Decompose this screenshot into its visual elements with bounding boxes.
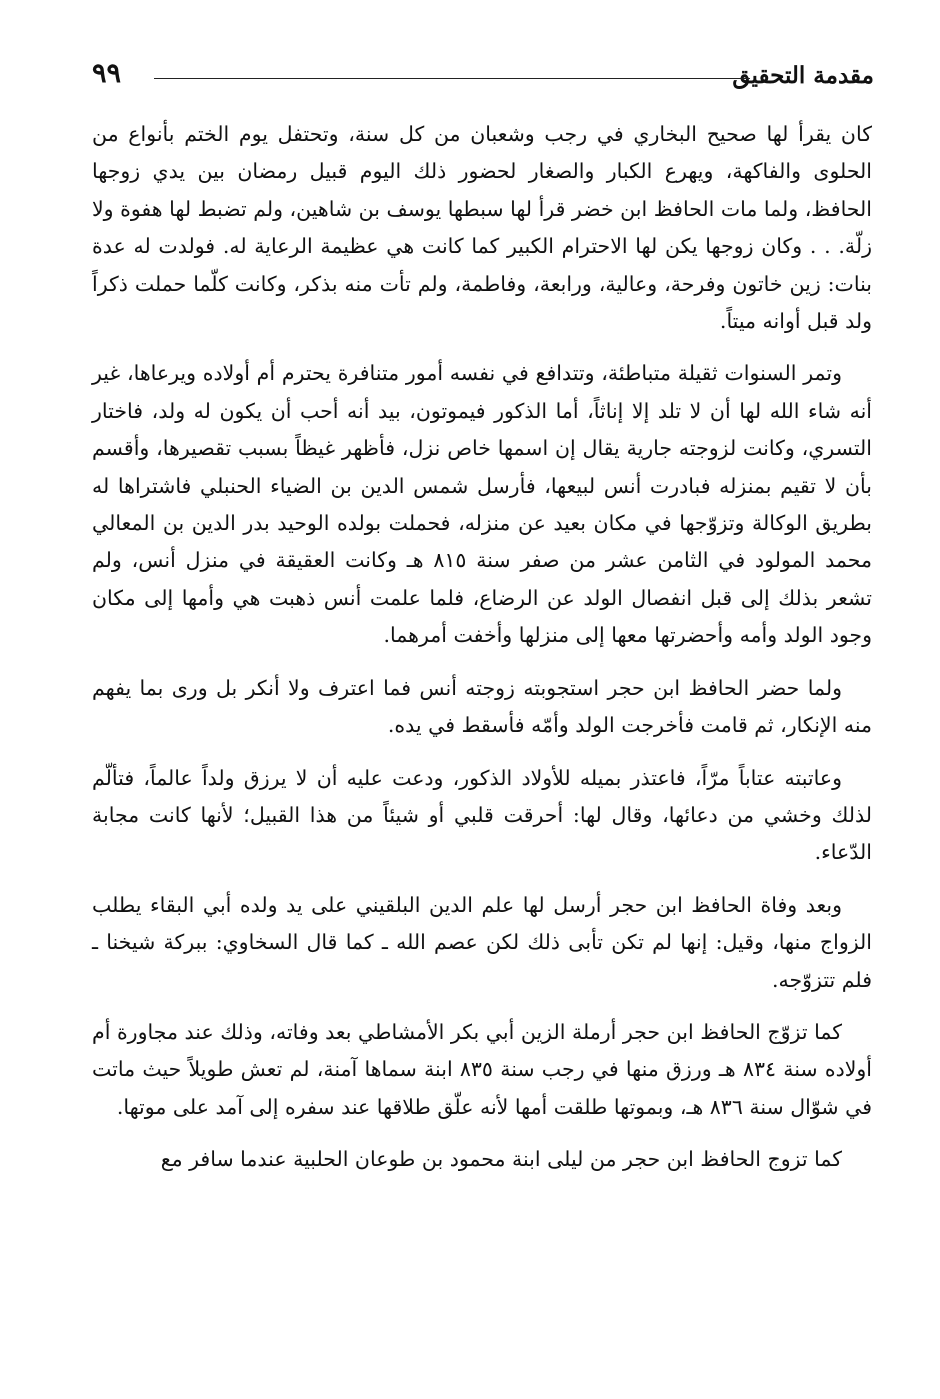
paragraph: وعاتبته عتاباً مرّاً، فاعتذر بميله للأولاد الذكور، ودعت عليه أن لا يرزق ولداً عالماً، فتألّم لذلك وخشي من دعائها، وقال لها: أحرقت قلبي أو شيئاً من هذا القبيل؛ لأنها كانت مجابة الدّعاء.: [92, 765, 872, 865]
paragraph: وتمر السنوات ثقيلة متباطئة، وتتدافع في نفسه أمور متنافرة يحترم أم أولاده ويرعاها، غير أنه شاء الله لها أن لا تلد إلا إناثاً، أما الذكور فيموتون، بيد أنه أحب أن يكون له ولد، فاختار التسري، وكانت لزوجته جارية يقال إن اسمها خاص نزل، فأظهر غيظاً بسبب تقصيرها، وأقسم بأن لا تقيم بمنزله فبادرت أنس لبيعها، فأرسل شمس الدين بن الضياء الحنبلي فاشتراها له بطريق الوكالة وتزوّجها في مكان بعيد عن منزله، فحملت بولده الوحيد بدر الدين بن المعالي محمد المولود في الثامن عشر من صفر سنة ٨١٥ هـ وكانت العقيقة في منزل أنس، ولم تشعر بذلك إلى قبل انفصال الولد عن الرضاع، فلما علمت أنس ذهبت هي وأمها إلى مكان وجود الولد وأمه وأحضرتها معها إلى منزلها وأخفت أمرهما.: [92, 361, 872, 648]
paragraph: ولما حضر الحافظ ابن حجر استجوبته زوجته أنس فما اعترف ولا أنكر بل ورى بما يفهم منه الإنكار، ثم قامت فأخرجت الولد وأمّه فأسقط في يده.: [92, 675, 872, 738]
paragraph: وبعد وفاة الحافظ ابن حجر أرسل لها علم الدين البلقيني على يد ولده أبي البقاء يطلب الزواج منها، وقيل: إنها لم تكن تأبى ذلك لكن عصم الله ـ كما قال السخاوي: ببركة شيخنا ـ فلم تتزوّجه.: [92, 892, 872, 992]
body-text: [92, 116, 872, 1194]
page-number: ٩٩: [92, 58, 122, 89]
running-title: مقدمة التحقيق: [732, 62, 874, 89]
paragraph: كما تزوج الحافظ ابن حجر من ليلى ابنة محمود بن طوعان الحلبية عندما سافر مع: [160, 1147, 842, 1172]
page-header: [92, 58, 874, 98]
header-rule: [154, 78, 750, 79]
paragraph: كان يقرأ لها صحيح البخاري في رجب وشعبان من كل سنة، وتحتفل يوم الختم بأنواع من الحلوى والفاكهة، ويهرع الكبار والصغار لحضور ذلك اليوم قبيل رمضان بين يدي زوجها الحافظ، ولما مات الحافظ ابن خضر قرأ لها سبطها يوسف بن شاهين، ولم تضبط لها هفوة ولا زلّة. . . وكان زوجها يكن لها الاحترام الكبير كما كانت هي عظيمة الرعاية له. فولدت له عدة بنات: زين خاتون وفرحة، وعالية، ورابعة، وفاطمة، ولم تأت منه بذكر، وكانت كلّما حملت ذكراً ولد قبل أوانه ميتاً.: [91, 122, 872, 334]
paragraph: كما تزوّج الحافظ ابن حجر أرملة الزين أبي بكر الأمشاطي بعد وفاته، وذلك عند مجاورة أم أولاده سنة ٨٣٤ هـ ورزق منها في رجب سنة ٨٣٥ ابنة سماها آمنة، لم تعش طويلاً حيث ماتت في شوّال سنة ٨٣٦ هـ، وبموتها طلقت أمها لأنه علّق طلاقها عند سفره إلى آمد على موتها.: [92, 1019, 872, 1119]
